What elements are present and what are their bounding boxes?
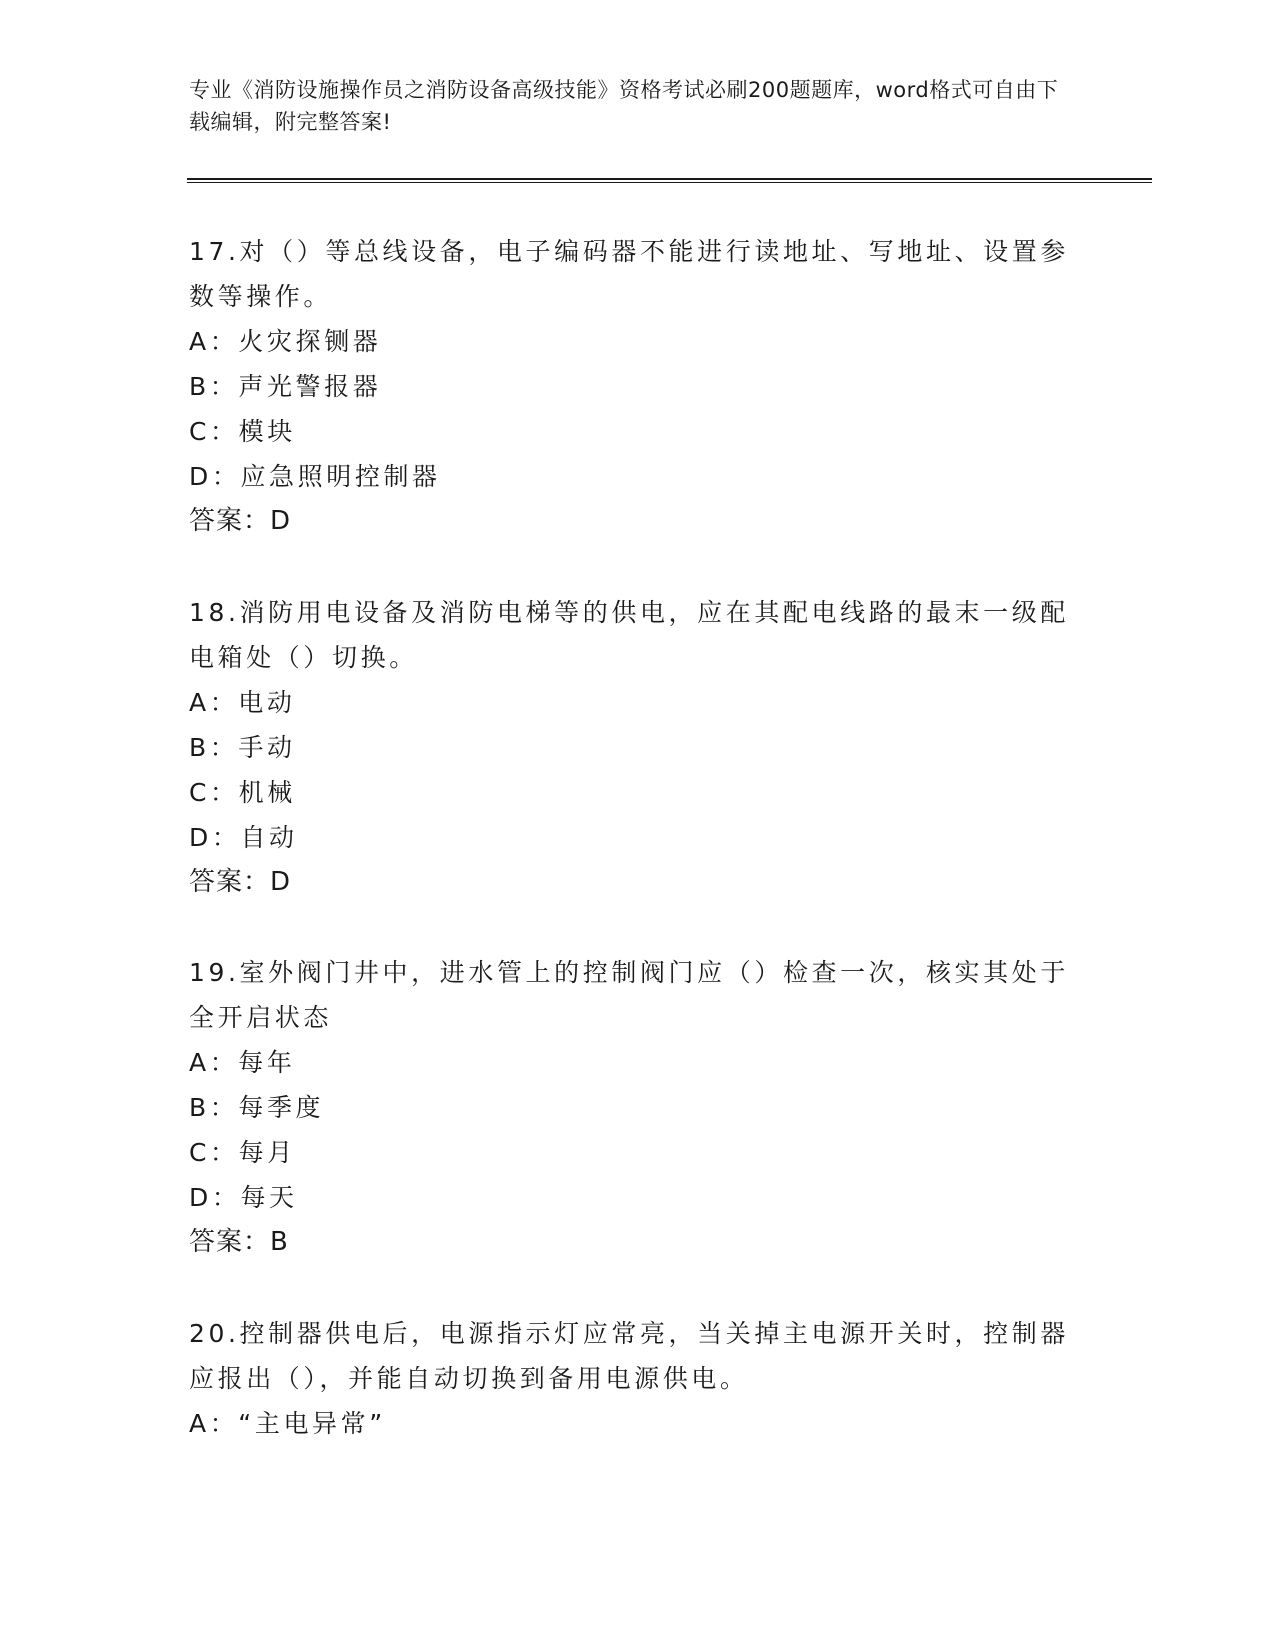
option-c: C：机械	[189, 778, 296, 807]
question-stem: 20.控制器供电后，电源指示灯应常亮，当关掉主电源开关时，控制器应报出（），并能自动切换到备用电源供电。	[189, 1319, 1069, 1393]
option-b: B：声光警报器	[189, 372, 382, 401]
answer-line: 答案：D	[189, 506, 292, 536]
answer-line: 答案：D	[189, 867, 292, 897]
question-20	[189, 1311, 1089, 1446]
question-stem: 19.室外阀门井中，进水管上的控制阀门应（）检查一次，核实其处于全开启状态	[189, 958, 1069, 1032]
option-a: A：每年	[189, 1048, 296, 1077]
question-stem: 17.对（）等总线设备，电子编码器不能进行读地址、写地址、设置参数等操作。	[189, 237, 1069, 311]
option-c: C：每月	[189, 1138, 296, 1167]
option-d: D：自动	[189, 823, 298, 852]
header-divider-thin	[187, 182, 1152, 183]
question-18	[189, 590, 1089, 905]
option-b: B：手动	[189, 733, 296, 762]
question-stem: 18.消防用电设备及消防电梯等的供电，应在其配电线路的最末一级配电箱处（）切换。	[189, 598, 1069, 672]
question-17	[189, 229, 1089, 544]
option-d: D：每天	[189, 1183, 298, 1212]
option-b: B：每季度	[189, 1093, 325, 1122]
answer-line: 答案：B	[189, 1227, 289, 1257]
question-19	[189, 950, 1089, 1265]
option-a: A：火灾探铡器	[189, 327, 382, 356]
document-header: 专业《消防设施操作员之消防设备高级技能》资格考试必刷200题题库，word格式可自由下载编辑，附完整答案!	[189, 78, 1059, 134]
option-d: D：应急照明控制器	[189, 462, 441, 491]
header-divider-thick	[187, 178, 1152, 180]
option-a: A：“主电异常”	[189, 1409, 386, 1438]
option-a: A：电动	[189, 688, 296, 717]
option-c: C：模块	[189, 417, 296, 446]
